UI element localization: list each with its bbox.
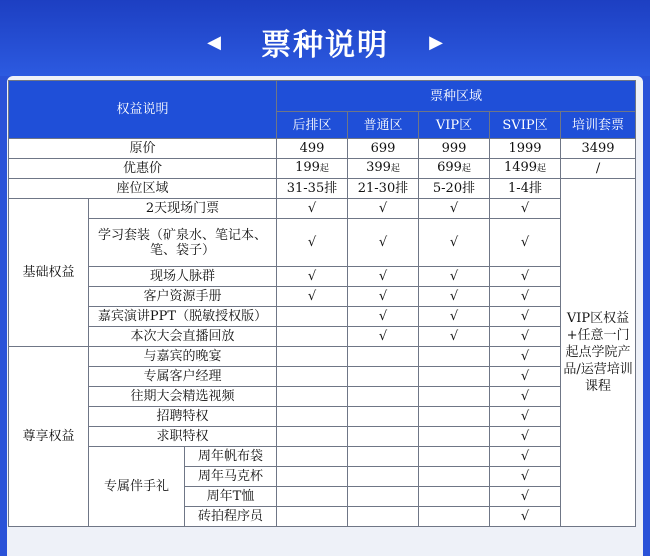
table-row xyxy=(9,219,636,267)
empty-cell xyxy=(419,487,490,507)
price-cell: 699 xyxy=(348,139,419,159)
table-row xyxy=(9,287,636,307)
empty-cell xyxy=(348,447,419,467)
check-mark: √ xyxy=(348,219,419,267)
check-mark: √ xyxy=(490,427,561,447)
price-cell: 1999 xyxy=(490,139,561,159)
benefit-label: 招聘特权 xyxy=(89,407,277,427)
table-row xyxy=(9,179,636,199)
zone-header-svip: SVIP区 xyxy=(490,112,561,139)
row-label: 座位区域 xyxy=(9,179,277,199)
benefit-label: 砖拍程序员 xyxy=(185,507,277,527)
row-label: 原价 xyxy=(9,139,277,159)
benefit-label: 学习套装（矿泉水、笔记本、笔、袋子） xyxy=(89,219,277,267)
empty-cell xyxy=(277,447,348,467)
check-mark: √ xyxy=(490,327,561,347)
table-row xyxy=(9,447,636,467)
benefit-label: 周年帆布袋 xyxy=(185,447,277,467)
check-mark: √ xyxy=(490,467,561,487)
check-mark xyxy=(277,307,348,327)
check-mark: √ xyxy=(419,199,490,219)
check-mark: √ xyxy=(277,267,348,287)
check-mark: √ xyxy=(490,507,561,527)
benefit-label: 周年马克杯 xyxy=(185,467,277,487)
empty-cell xyxy=(277,407,348,427)
table-row xyxy=(9,427,636,447)
table-row xyxy=(9,347,636,367)
next-arrow-icon[interactable]: ▶ xyxy=(429,31,443,53)
check-mark: √ xyxy=(277,219,348,267)
zone-header-back: 后排区 xyxy=(277,112,348,139)
from-suffix: 起 xyxy=(319,164,329,174)
zone-header-standard: 普通区 xyxy=(348,112,419,139)
table-row xyxy=(9,367,636,387)
zone-header-vip: VIP区 xyxy=(419,112,490,139)
discount-value: 399 xyxy=(366,160,391,175)
empty-cell xyxy=(419,427,490,447)
check-mark: √ xyxy=(277,287,348,307)
empty-cell xyxy=(277,387,348,407)
page-title: 票种说明 xyxy=(261,28,389,63)
empty-cell xyxy=(277,507,348,527)
prev-arrow-icon[interactable]: ◀ xyxy=(207,31,221,53)
discount-value: 699 xyxy=(437,160,462,175)
empty-cell xyxy=(348,407,419,427)
empty-cell xyxy=(419,387,490,407)
table-row xyxy=(9,327,636,347)
check-mark: √ xyxy=(277,199,348,219)
check-mark xyxy=(277,327,348,347)
benefit-label: 与嘉宾的晚宴 xyxy=(89,347,277,367)
zone-header-training: 培训套票 xyxy=(561,112,636,139)
table-row xyxy=(9,139,636,159)
table-row xyxy=(9,267,636,287)
check-mark: √ xyxy=(490,387,561,407)
check-mark: √ xyxy=(419,327,490,347)
check-mark: √ xyxy=(490,347,561,367)
price-cell: 3499 xyxy=(561,139,636,159)
empty-cell xyxy=(348,487,419,507)
benefit-label: 往期大会精选视频 xyxy=(89,387,277,407)
price-cell: 999 xyxy=(419,139,490,159)
seat-cell: 1-4排 xyxy=(490,179,561,199)
check-mark: √ xyxy=(490,287,561,307)
benefit-label: 嘉宾演讲PPT（脱敏授权版） xyxy=(89,307,277,327)
empty-cell xyxy=(419,507,490,527)
check-mark: √ xyxy=(419,219,490,267)
empty-cell xyxy=(419,447,490,467)
check-mark: √ xyxy=(419,287,490,307)
discount-cell: / xyxy=(561,159,636,179)
discount-cell xyxy=(419,159,490,179)
seat-cell: 31-35排 xyxy=(277,179,348,199)
empty-cell xyxy=(419,347,490,367)
table-row xyxy=(9,159,636,179)
check-mark: √ xyxy=(490,307,561,327)
group-label-vip: 尊享权益 xyxy=(9,347,89,527)
check-mark: √ xyxy=(490,267,561,287)
benefit-label: 客户资源手册 xyxy=(89,287,277,307)
empty-cell xyxy=(348,507,419,527)
benefit-label: 求职特权 xyxy=(89,427,277,447)
check-mark: √ xyxy=(490,367,561,387)
price-cell: 499 xyxy=(277,139,348,159)
seat-cell: 5-20排 xyxy=(419,179,490,199)
table-row xyxy=(9,407,636,427)
check-mark: √ xyxy=(490,487,561,507)
empty-cell xyxy=(348,347,419,367)
training-note: VIP区权益+任意一门起点学院产品/运营培训课程 xyxy=(561,179,636,527)
benefit-label: 现场人脉群 xyxy=(89,267,277,287)
check-mark: √ xyxy=(348,287,419,307)
seat-cell: 21-30排 xyxy=(348,179,419,199)
table-row xyxy=(9,199,636,219)
empty-cell xyxy=(277,427,348,447)
empty-cell xyxy=(277,347,348,367)
empty-cell xyxy=(419,367,490,387)
check-mark: √ xyxy=(348,327,419,347)
from-suffix: 起 xyxy=(390,164,400,174)
corner-header: 权益说明 xyxy=(9,81,277,139)
empty-cell xyxy=(419,467,490,487)
empty-cell xyxy=(419,407,490,427)
check-mark: √ xyxy=(490,219,561,267)
check-mark: √ xyxy=(348,307,419,327)
benefit-label: 2天现场门票 xyxy=(89,199,277,219)
check-mark: √ xyxy=(490,447,561,467)
check-mark: √ xyxy=(490,407,561,427)
empty-cell xyxy=(348,427,419,447)
check-mark: √ xyxy=(348,267,419,287)
discount-value: 1499 xyxy=(503,160,538,175)
title-row xyxy=(0,22,650,62)
empty-cell xyxy=(277,467,348,487)
empty-cell xyxy=(348,467,419,487)
empty-cell xyxy=(348,367,419,387)
from-suffix: 起 xyxy=(537,164,547,174)
empty-cell xyxy=(277,487,348,507)
discount-value: 199 xyxy=(295,160,320,175)
discount-cell xyxy=(277,159,348,179)
benefit-label: 本次大会直播回放 xyxy=(89,327,277,347)
check-mark: √ xyxy=(419,307,490,327)
check-mark: √ xyxy=(490,199,561,219)
ticket-table xyxy=(8,80,636,527)
table-row xyxy=(9,307,636,327)
check-mark: √ xyxy=(419,267,490,287)
empty-cell xyxy=(277,367,348,387)
row-label: 优惠价 xyxy=(9,159,277,179)
benefit-label: 专属客户经理 xyxy=(89,367,277,387)
benefit-label: 周年T恤 xyxy=(185,487,277,507)
table-row xyxy=(9,387,636,407)
group-label-gift: 专属伴手礼 xyxy=(89,447,185,527)
group-label-basic: 基础权益 xyxy=(9,199,89,347)
from-suffix: 起 xyxy=(461,164,471,174)
check-mark: √ xyxy=(348,199,419,219)
zone-header: 票种区域 xyxy=(277,81,636,112)
discount-cell xyxy=(348,159,419,179)
empty-cell xyxy=(348,387,419,407)
discount-cell xyxy=(490,159,561,179)
